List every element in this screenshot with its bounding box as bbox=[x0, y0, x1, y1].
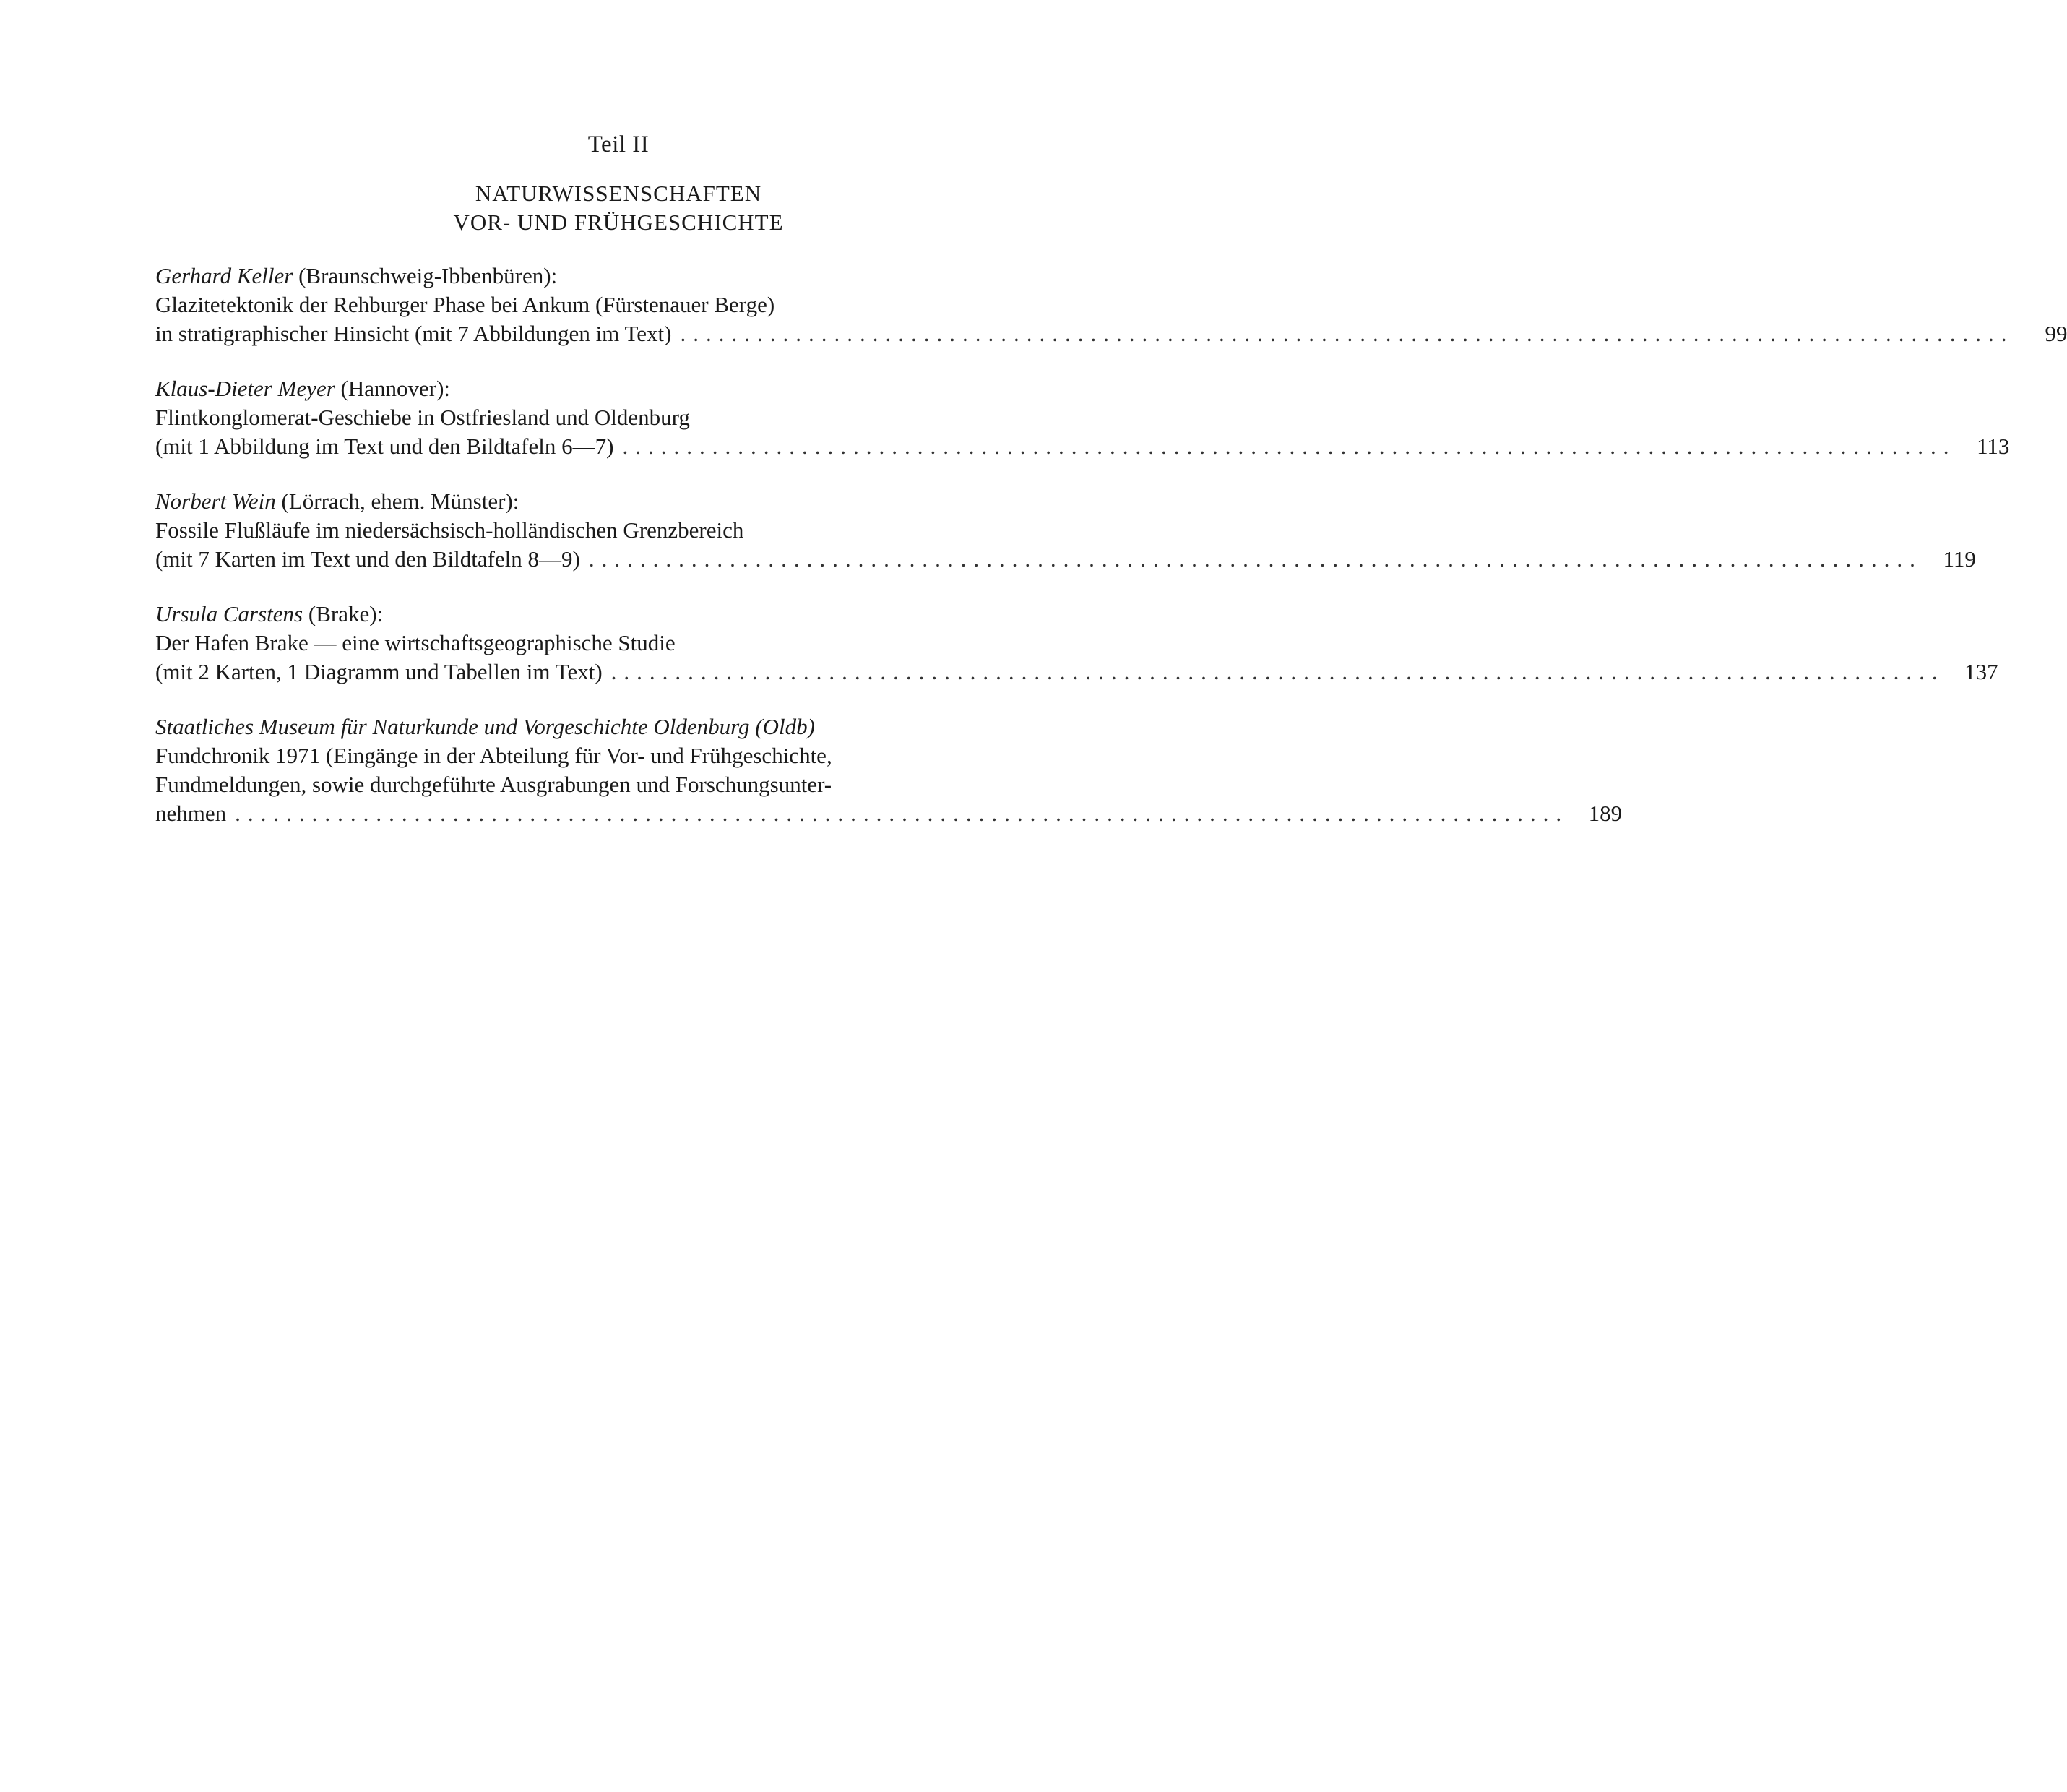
title-line: Fundchronik 1971 (Eingänge in der Abteilung für Vor- und Frühgeschichte, bbox=[155, 743, 832, 768]
title-line-final: (mit 1 Abbildung im Text und den Bildtafeln 6—7) bbox=[155, 434, 614, 459]
dot-leader: ........................................................................................................ bbox=[610, 659, 1945, 684]
toc-entry bbox=[155, 600, 1998, 686]
author-line bbox=[155, 487, 1084, 516]
dot-leader: ........................................................................................................ bbox=[680, 321, 2014, 346]
title-line: Der Hafen Brake — eine wirtschaftsgeographische Studie bbox=[155, 630, 676, 655]
table-of-contents bbox=[155, 262, 2067, 854]
author-affiliation: (Braunschweig-Ibbenbüren): bbox=[293, 263, 558, 288]
title-line-final: (mit 2 Karten, 1 Diagramm und Tabellen im Text) bbox=[155, 659, 603, 684]
author-affiliation: (Brake): bbox=[303, 601, 384, 626]
toc-entry bbox=[155, 712, 1623, 828]
title-line: Glazitetektonik der Rehburger Phase bei Ankum (Fürstenauer Berge) bbox=[155, 292, 775, 317]
dot-leader: ........................................................................................................ bbox=[622, 434, 1956, 459]
section-heading-line-2: VOR- UND FRÜHGESCHICHTE bbox=[453, 210, 784, 235]
title-last-line bbox=[155, 432, 2010, 461]
author-name: Gerhard Keller bbox=[155, 263, 293, 288]
author-name: Ursula Carstens bbox=[155, 601, 303, 626]
author-line bbox=[155, 712, 1084, 741]
author-name: Klaus-Dieter Meyer bbox=[155, 376, 335, 401]
section-heading-line-1: NATURWISSENSCHAFTEN bbox=[475, 181, 762, 206]
author-name: Norbert Wein bbox=[155, 488, 276, 514]
title-line-final: in stratigraphischer Hinsicht (mit 7 Abbildungen im Text) bbox=[155, 321, 672, 346]
author-affiliation: (Lörrach, ehem. Münster): bbox=[275, 488, 519, 514]
title-last-line bbox=[155, 319, 2067, 348]
title-line: Fossile Flußläufe im niedersächsisch-holländischen Grenzbereich bbox=[155, 517, 744, 543]
title-line-final: nehmen bbox=[155, 801, 227, 826]
title-last-line bbox=[155, 799, 1623, 828]
page-number: 113 bbox=[1977, 434, 2010, 459]
part-heading: Teil II bbox=[587, 132, 650, 158]
page-number: 119 bbox=[1943, 546, 1976, 572]
title-line-final: (mit 7 Karten im Text und den Bildtafeln 8—9) bbox=[155, 546, 580, 572]
title-line: Flintkonglomerat-Geschiebe in Ostfriesland und Oldenburg bbox=[155, 405, 690, 430]
institution-name: Staatliches Museum für Naturkunde und Vorgeschichte Oldenburg (Oldb) bbox=[155, 714, 815, 739]
dot-leader: ........................................................................................................ bbox=[588, 546, 1923, 572]
toc-entry bbox=[155, 262, 2067, 348]
author-line bbox=[155, 374, 1084, 403]
title-line: Fundmeldungen, sowie durchgeführte Ausgrabungen und Forschungsunter- bbox=[155, 772, 832, 797]
page-number: 189 bbox=[1588, 801, 1623, 826]
page-number: 137 bbox=[1964, 659, 1998, 684]
dot-leader: ........................................................................................................ bbox=[235, 801, 1569, 826]
toc-entry bbox=[155, 374, 2010, 461]
toc-entry bbox=[155, 487, 1976, 574]
title-last-line bbox=[155, 545, 1976, 574]
author-affiliation: (Hannover): bbox=[335, 376, 451, 401]
author-line bbox=[155, 600, 1084, 629]
author-line bbox=[155, 262, 1084, 290]
title-last-line bbox=[155, 658, 1998, 686]
page-number: 99 bbox=[2045, 321, 2067, 346]
